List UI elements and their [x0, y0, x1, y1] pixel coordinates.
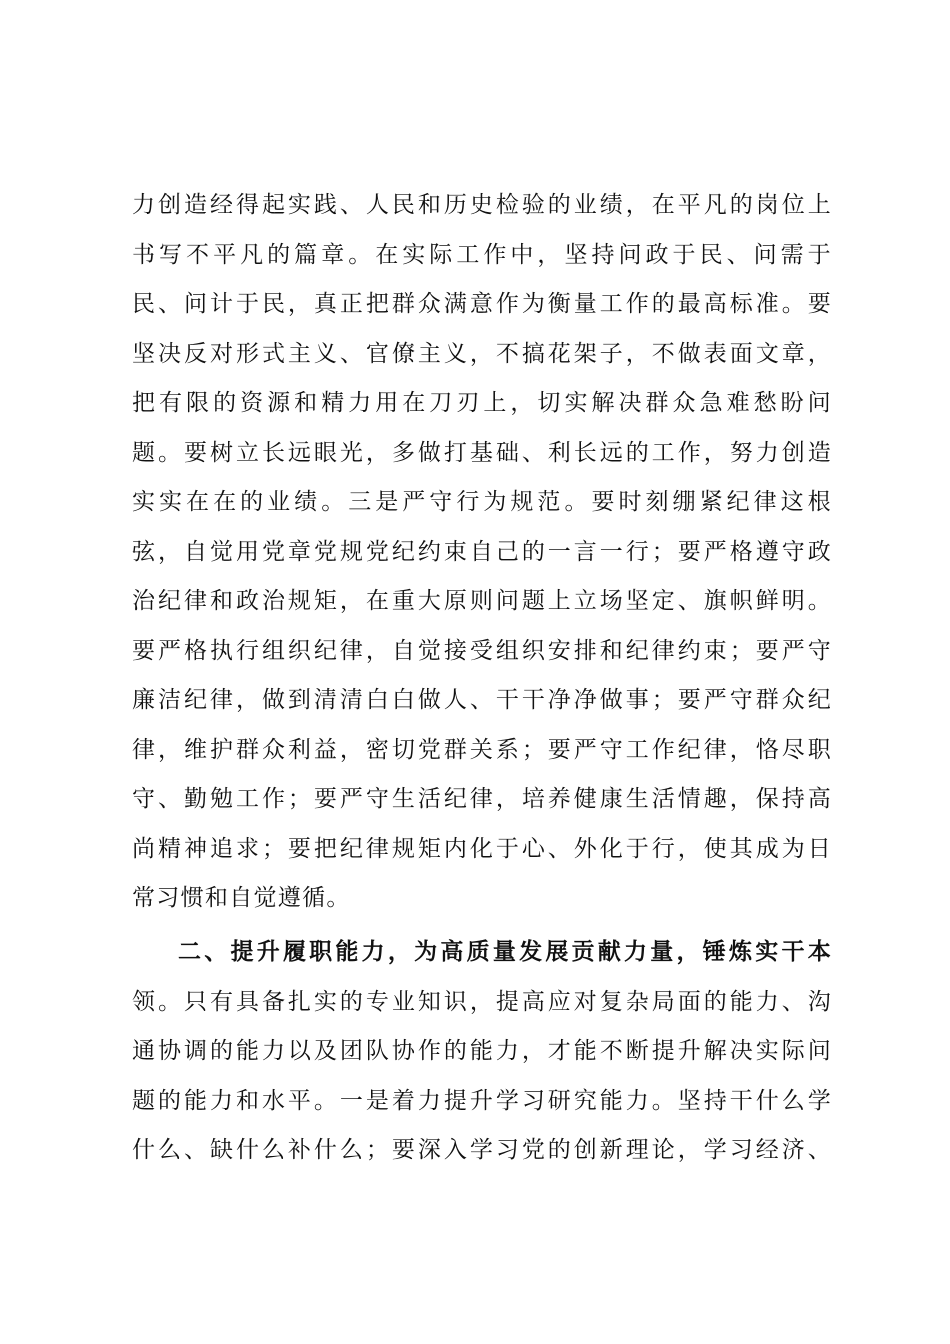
paragraph-1-line: 把有限的资源和精力用在刀刃上，切实解决群众急难愁盼问	[132, 390, 832, 416]
paragraph-2-line: 题的能力和水平。一是着力提升学习研究能力。坚持干什么学	[132, 1087, 832, 1114]
paragraph-1	[132, 181, 832, 924]
paragraph-1-line: 实实在在的业绩。三是严守行为规范。要时刻绷紧纪律这根	[132, 489, 832, 515]
paragraph-1-line: 要严格执行组织纪律，自觉接受组织安排和纪律约束；要严守	[132, 637, 832, 664]
paragraph-1-line: 力创造经得起实践、人民和历史检验的业绩，在平凡的岗位上	[132, 192, 832, 218]
paragraph-1-line: 弦，自觉用党章党规党纪约束自己的一言一行；要严格遵守政	[132, 538, 832, 565]
paragraph-1-line: 民、问计于民，真正把群众满意作为衡量工作的最高标准。要	[132, 291, 832, 317]
paragraph-2-line: 通协调的能力以及团队协作的能力，才能不断提升解决实际问	[132, 1038, 832, 1064]
paragraph-1-line: 治纪律和政治规矩，在重大原则问题上立场坚定、旗帜鲜明。	[132, 588, 832, 614]
paragraph-2-line: 领。只有具备扎实的专业知识，提高应对复杂局面的能力、沟	[132, 988, 832, 1015]
paragraph-1-line: 尚精神追求；要把纪律规矩内化于心、外化于行，使其成为日	[132, 835, 832, 862]
paragraph-1-line: 坚决反对形式主义、官僚主义，不搞花架子，不做表面文章，	[132, 340, 832, 367]
paragraph-2-line: 什么、缺什么补什么；要深入学习党的创新理论，学习经济、	[132, 1137, 832, 1163]
paragraph-1-last-line: 常习惯和自觉遵循。	[132, 885, 351, 911]
paragraph-1-line: 廉洁纪律，做到清清白白做人、干干净净做事；要严守群众纪	[132, 687, 832, 713]
paragraph-2	[132, 928, 832, 1176]
paragraph-1-line: 题。要树立长远眼光，多做打基础、利长远的工作，努力创造	[132, 439, 832, 466]
paragraph-1-line: 书写不平凡的篇章。在实际工作中，坚持问政于民、问需于	[132, 241, 832, 268]
section-heading: 二、提升履职能力，为高质量发展贡献力量，锤炼实干本	[178, 939, 832, 965]
paragraph-1-line: 律，维护群众利益，密切党群关系；要严守工作纪律，恪尽职	[132, 736, 832, 763]
paragraph-1-line: 守、勤勉工作；要严守生活纪律，培养健康生活情趣，保持高	[132, 786, 832, 812]
